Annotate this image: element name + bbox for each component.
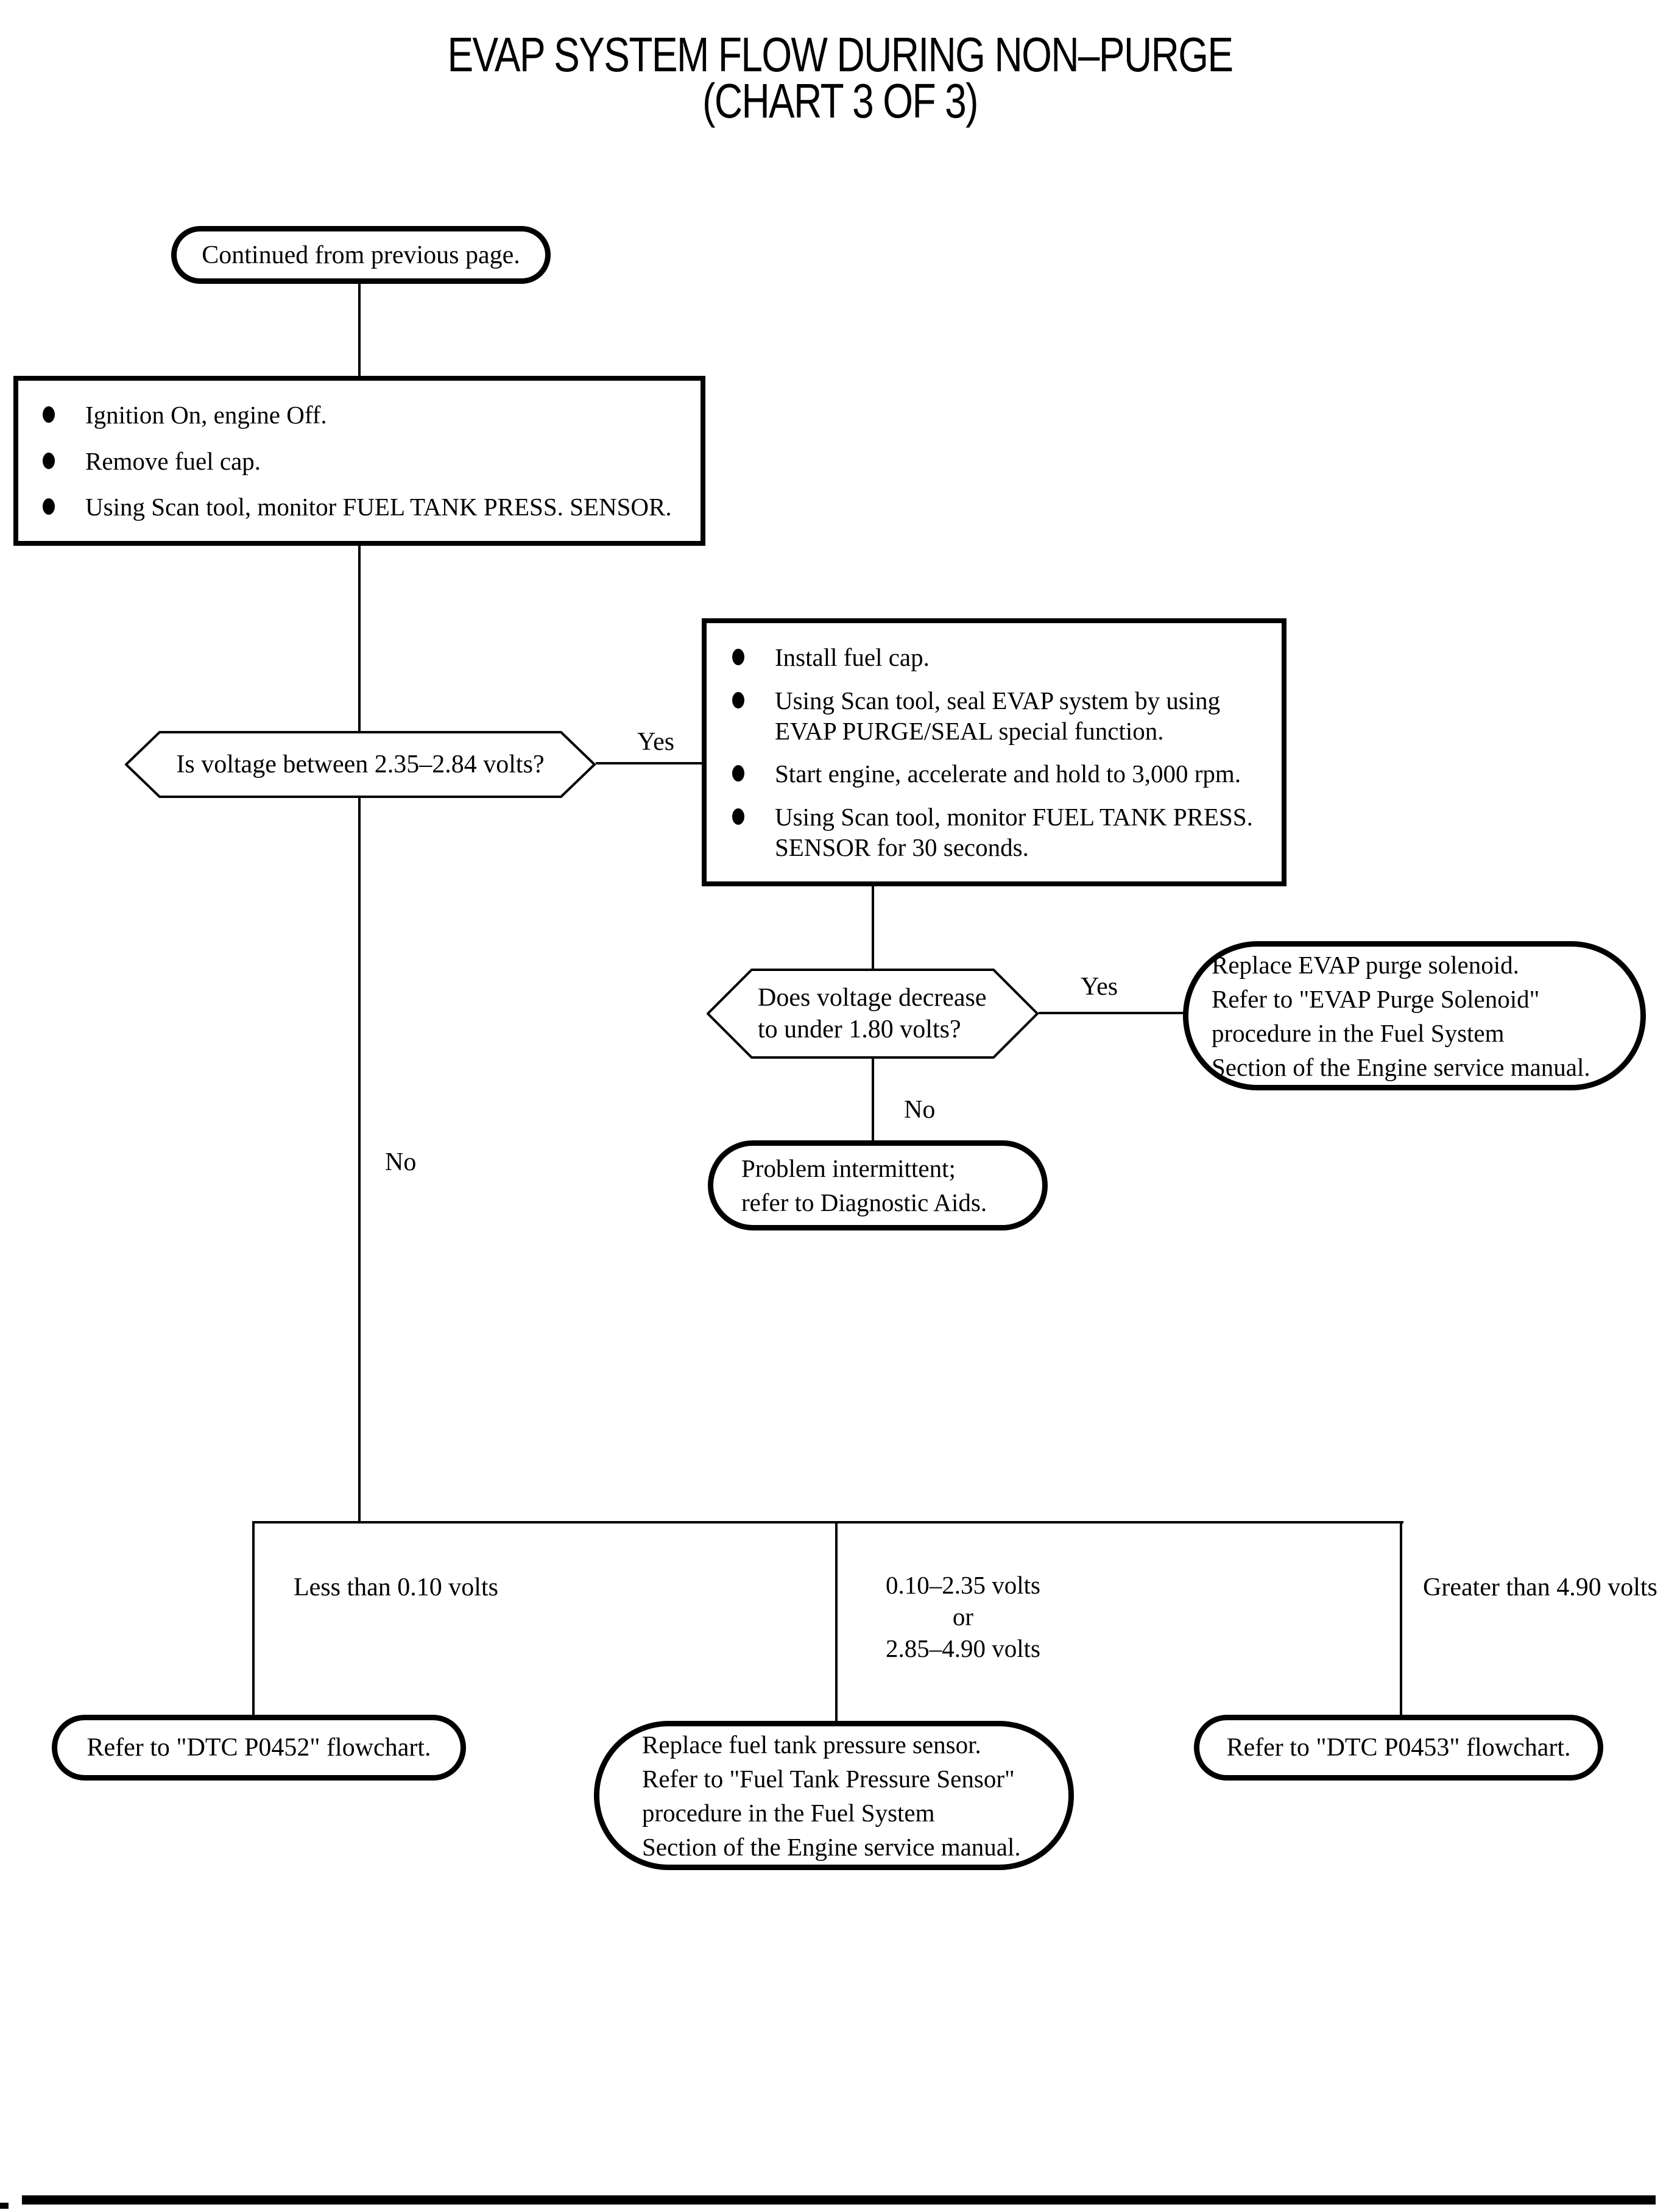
bullet-icon [732,765,744,782]
list-item [43,400,688,430]
terminal-text-line: Replace fuel tank pressure sensor. [642,1730,981,1759]
label-yes-2: Yes [1081,973,1118,1001]
label-branch-mid [866,1569,1061,1664]
connector-branch-distribution [252,1521,1403,1523]
seal-step-text: Using Scan tool, seal EVAP system by using EVAP PURGE/SEAL special function. [775,686,1221,745]
decision-voltage-decrease-text [758,969,1014,1059]
terminal-text-line: procedure in the Fuel System [642,1798,935,1827]
list-item [732,802,1273,863]
seal-step-text: Using Scan tool, monitor FUEL TANK PRESS. SENSOR for 30 seconds. [775,803,1253,862]
terminal-text-line: Replace EVAP purge solenoid. [1212,950,1519,979]
label-no-1: No [385,1148,417,1176]
bullet-icon [43,453,55,469]
terminal-text-line: refer to Diagnostic Aids. [741,1188,987,1216]
prep-steps-list [18,381,701,541]
label-branch-mid-or: or [952,1603,974,1631]
node-replace-fuel-tank-sensor [594,1721,1074,1870]
page-title-line2: (CHART 3 OF 3) [702,74,978,128]
node-prep-steps [13,376,705,546]
label-no-2: No [904,1096,936,1124]
bullet-icon [43,498,55,515]
node-replace-purge-solenoid [1183,941,1646,1090]
connector-decision1-yes [596,762,703,764]
node-dtc-p0452 [52,1715,466,1781]
decision-text-line: to under 1.80 volts? [758,1015,961,1043]
connector-branch-low [252,1521,255,1717]
connector-decision1-no [358,798,361,1522]
scan-artifact-speck [0,2203,9,2209]
list-item [732,642,1273,673]
label-yes-1: Yes [637,728,675,756]
prep-step-text: Remove fuel cap. [85,447,261,475]
connector-decision2-yes [1039,1012,1185,1014]
connector-prep-to-decision1 [358,546,361,732]
prep-step-text: Ignition On, engine Off. [85,401,327,429]
list-item [732,685,1273,746]
terminal-text-line: Section of the Engine service manual. [642,1832,1021,1861]
bullet-icon [732,649,744,665]
node-dtc-p0453 [1194,1715,1603,1781]
list-item [43,446,688,476]
node-seal-steps [702,618,1286,886]
label-branch-mid-line1: 0.10–2.35 volts [886,1571,1040,1599]
page-title [168,27,1512,128]
terminal-text: Refer to "DTC P0453" flowchart. [1226,1734,1571,1762]
list-item [43,492,688,522]
connector-sealsteps-to-decision2 [872,886,874,970]
decision-voltage-range-text [125,731,596,798]
connector-continued-to-prep [358,284,361,378]
connector-branch-high [1400,1521,1402,1716]
connector-branch-mid [835,1521,838,1722]
terminal-text: Refer to "DTC P0452" flowchart. [86,1734,431,1762]
node-problem-intermittent [708,1140,1048,1230]
prep-step-text: Using Scan tool, monitor FUEL TANK PRESS. SENSOR. [85,492,672,521]
seal-steps-list [707,623,1282,881]
label-branch-mid-line2: 2.85–4.90 volts [886,1634,1040,1662]
list-item [732,758,1273,789]
terminal-text-line: Problem intermittent; [741,1154,956,1182]
page-title-line1: EVAP SYSTEM FLOW DURING NON–PURGE [447,27,1233,82]
label-branch-high: Greater than 4.90 volts [1423,1573,1657,1601]
decision-text: Is voltage between 2.35–2.84 volts? [176,750,545,778]
scan-artifact-bar [22,2195,1656,2205]
terminal-text-line: Refer to "Fuel Tank Pressure Sensor" [642,1764,1015,1793]
label-branch-low: Less than 0.10 volts [294,1573,498,1601]
bullet-icon [732,692,744,708]
decision-text-line: Does voltage decrease [758,984,987,1012]
terminal-text-line: Section of the Engine service manual. [1212,1053,1590,1081]
connector-decision2-no [872,1059,874,1142]
node-continued-text: Continued from previous page. [202,241,520,269]
terminal-text-line: procedure in the Fuel System [1212,1019,1505,1047]
seal-step-text: Install fuel cap. [775,643,930,671]
bullet-icon [43,406,55,423]
terminal-text-line: Refer to "EVAP Purge Solenoid" [1212,984,1540,1013]
node-continued-from-previous-page [171,226,551,284]
bullet-icon [732,808,744,825]
seal-step-text: Start engine, accelerate and hold to 3,000 rpm. [775,760,1241,788]
